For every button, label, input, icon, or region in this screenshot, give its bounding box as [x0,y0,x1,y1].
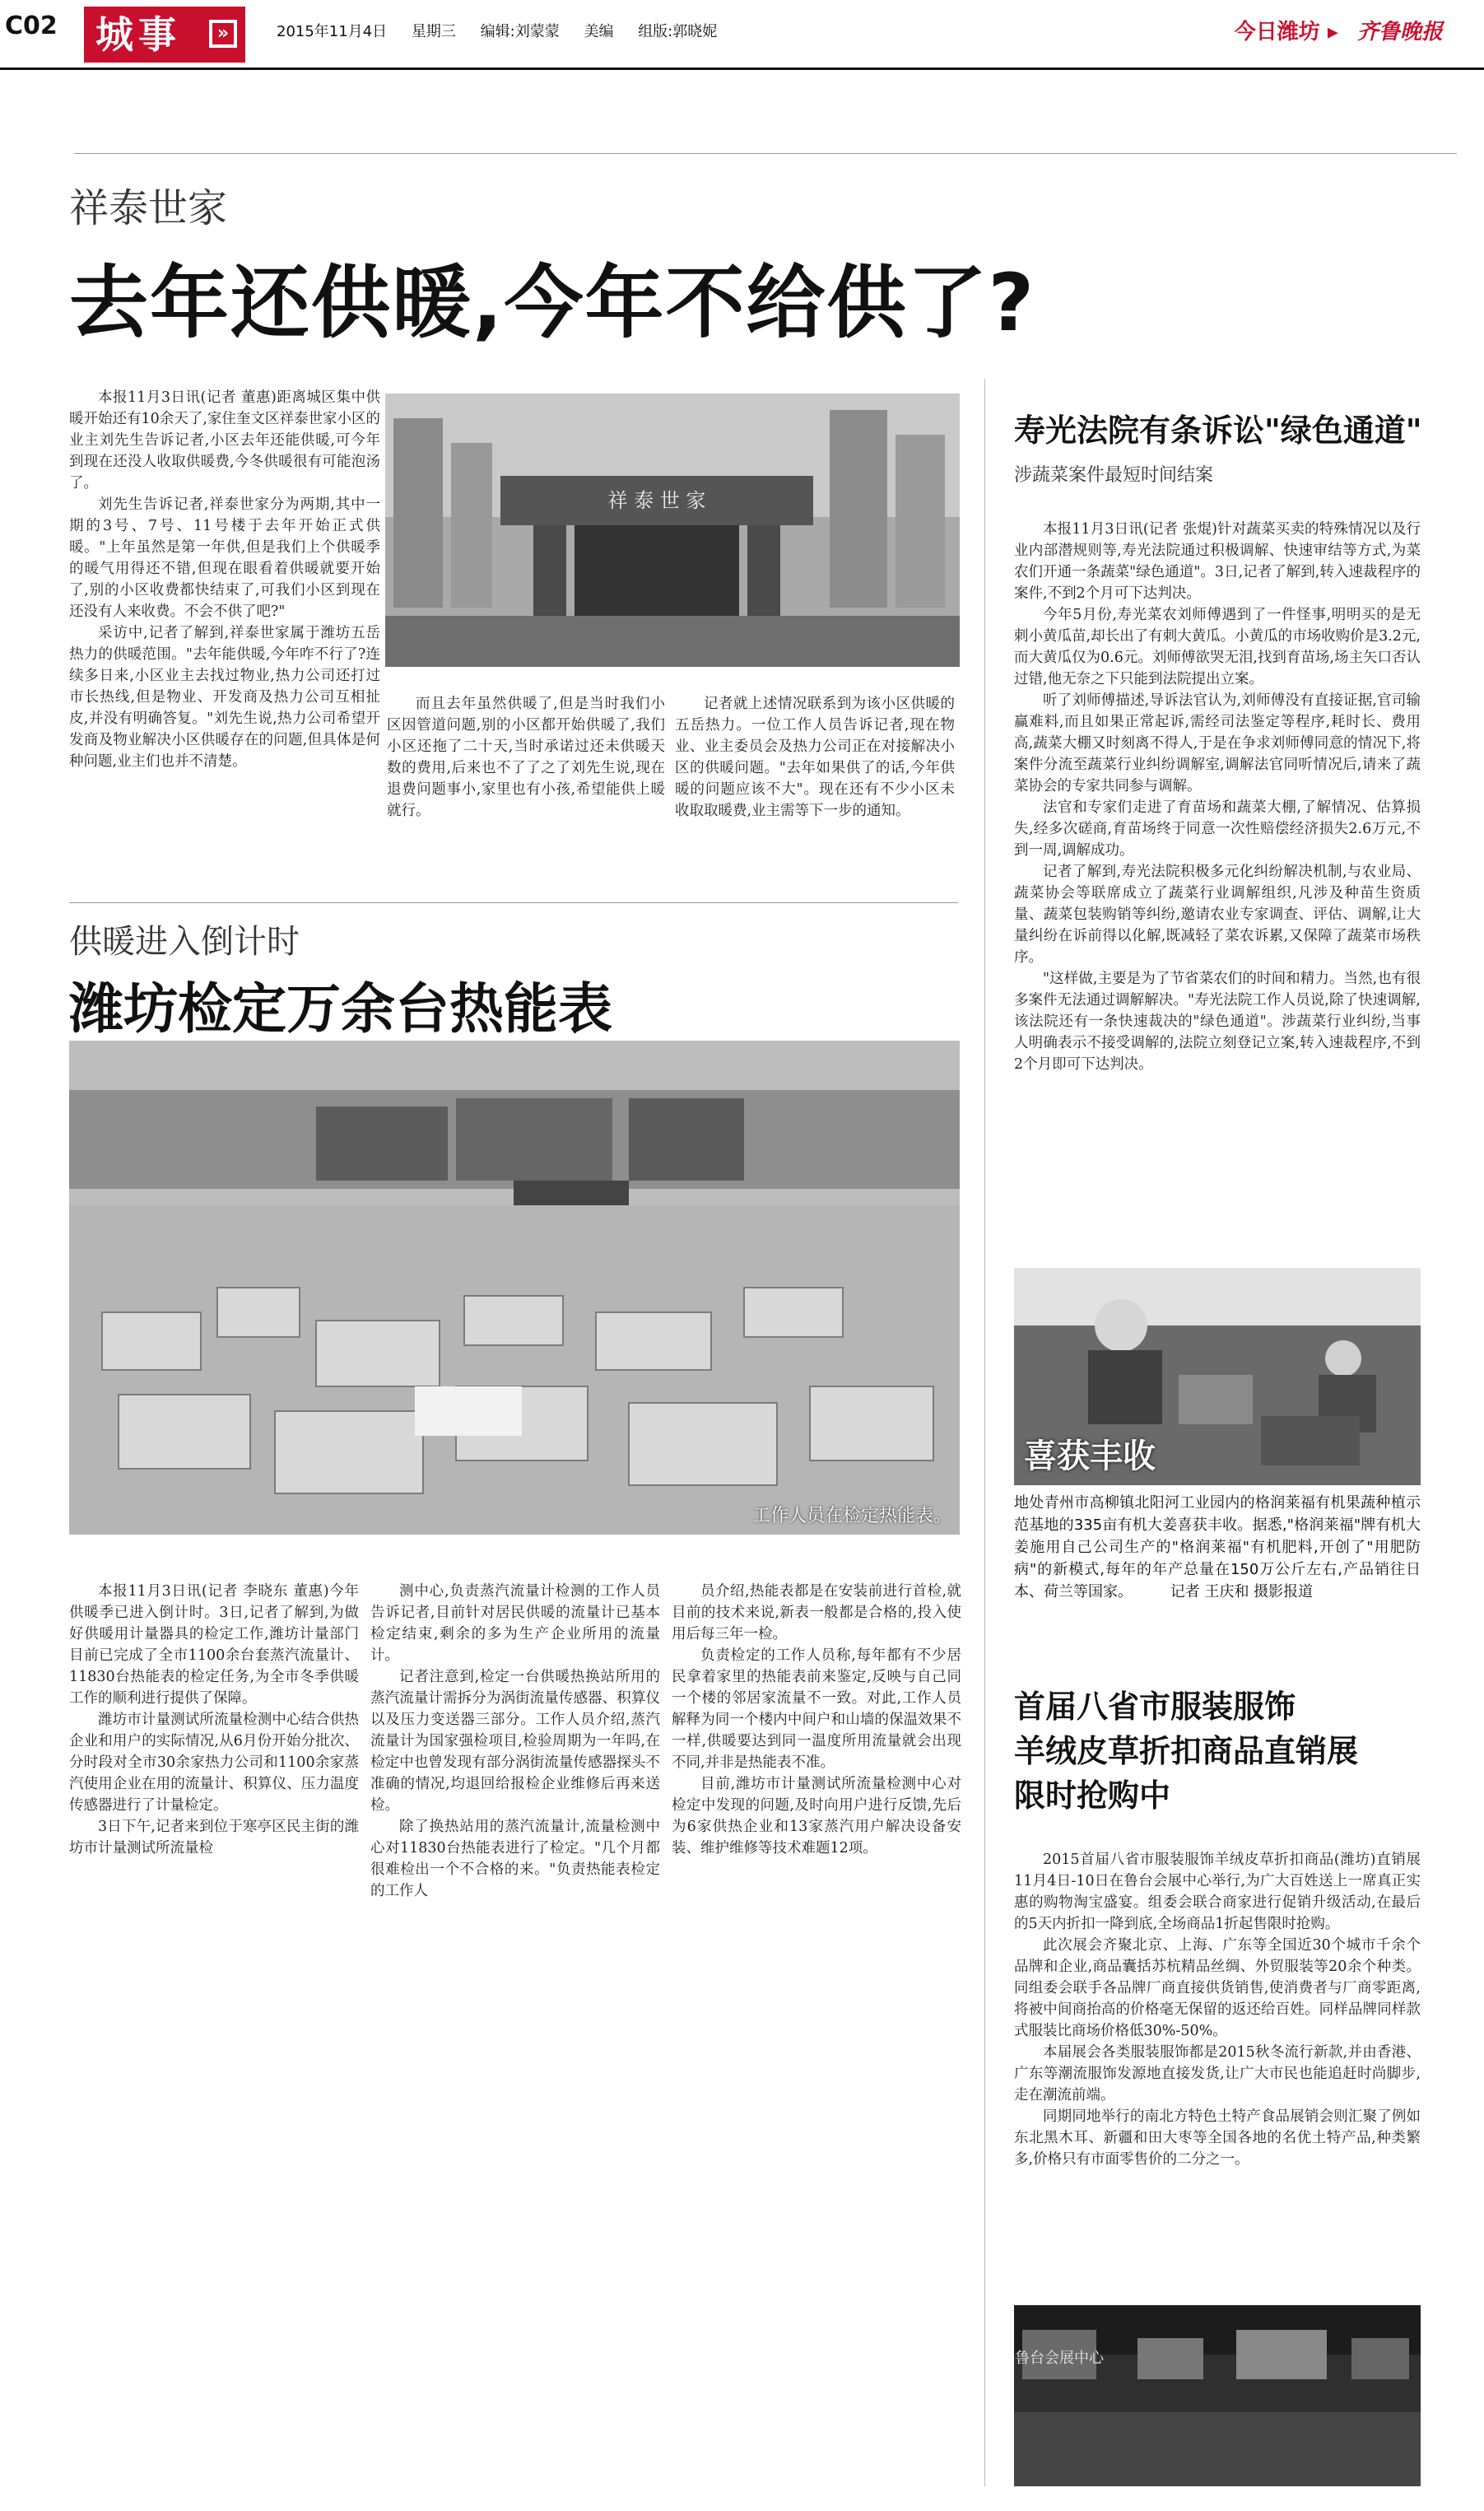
issue-info [277,20,737,41]
paragraph: 法官和专家们走进了育苗场和蔬菜大棚,了解情况、估算损失,经多次磋商,育苗场终于同意一次性赔偿经济损失2.6万元,不到一周,调解成功。 [1014,799,1421,859]
story2-column-3 [672,1581,961,1859]
paragraph: "这样做,主要是为了节省菜农们的时间和精力。当然,也有很多案件无法通过调解解决。"寿光法院工作人员说,除了快速调解,该法院还有一条快速裁决的"绿色通道"。涉蔬菜行业纠纷,当事人明确表示不接受调解的,法院立刻登记立案,转入速裁程序,不到2个月即可下达判决。 [1014,971,1421,1073]
paragraph: 同期同地举行的南北方特色土特产食品展销会则汇聚了例如东北黑木耳、新疆和田大枣等全国各地的名优土特产品,种类繁多,价格只有市面零售价的二分之一。 [1014,2108,1421,2168]
story1-column-3 [675,693,955,822]
paragraph: 刘先生告诉记者,祥泰世家分为两期,其中一期的3号、7号、11号楼于去年开始正式供暖。"上年虽然是第一年供,但是我们上个供暖季的暖气用得还不错,但现在眼看着供暖就要开始了,别的小区收费都快结束了,可我们小区到现在还没有人来收费。不会不供了吧?" [69,496,380,620]
paragraph: 本报11月3日讯(记者 张焜)针对蔬菜买卖的特殊情况以及行业内部潜规则等,寿光法院通过积极调解、快速审结等方式,为菜农们开通一条蔬菜"绿色通道"。3日,记者了解到,转入速裁程序的案件,不到2个月可下达判决。 [1014,521,1421,602]
heat-meter-photo [69,1041,960,1535]
paragraph: 员介绍,热能表都是在安装前进行首检,就目前的技术来说,新表一般都是合格的,投入使用后每三年一检。 [672,1583,961,1642]
story2-column-2 [370,1581,660,1902]
title-line: 羊绒皮草折扣商品直销展 [1014,1733,1359,1769]
gate-photo-image [385,394,960,667]
story1-column-1 [69,387,380,772]
paragraph: 目前,潍坊市计量测试所流量检测中心对检定中发现的问题,及时向用户进行反馈,先后为6家供热企业和13家蒸汽用户解决设备安装、维护维修等技术难题12项。 [672,1776,961,1856]
title-line: 首届八省市服装服饰 [1014,1689,1296,1725]
story1-kicker: 祥泰世家 [69,185,228,231]
harvest-photo [1014,1268,1421,1485]
column-divider [984,379,985,2486]
top-thin-rule [74,153,1457,154]
paragraph: 而且去年虽然供暖了,但是当时我们小区因管道问题,别的小区都开始供暖了,我们小区还拖了二十天,当时承诺过还未供暖天数的费用,后来也不了了之了刘先生说,现在退费问题事小,家里也有小孩,希望能供上暖就行。 [387,696,665,819]
expo-photo-image [1014,2305,1421,2486]
story5-body [1014,1849,1421,2170]
editor-credit: 编辑:刘蒙蒙 [480,23,560,40]
section-name: 城事 [95,12,181,57]
paragraph: 记者了解到,寿光法院积极多元化纠纷解决机制,与农业局、蔬菜协会等联席成立了蔬菜行业调解组织,凡涉及种苗生资质量、蔬菜包装购销等纠纷,邀请农业专家调查、评估、调解,让大量纠纷在诉前得以化解,既减轻了菜农诉累,又保障了蔬菜市场秩序。 [1014,864,1421,966]
paragraph: 除了换热站用的蒸汽流量计,流量检测中心对11830台热能表进行了检定。"几个月都很难检出一个不合格的来。"负责热能表检定的工作人 [370,1819,660,1899]
story2-headline: 潍坊检定万余台热能表 [69,977,612,1041]
expo-photo [1014,2305,1421,2486]
story2-column-1 [69,1581,359,1859]
chevron-icon: ▸ [1327,20,1338,44]
story3-subtitle: 涉蔬菜案件最短时间结案 [1014,465,1214,486]
paragraph: 听了刘师傅描述,导诉法官认为,刘师傅没有直接证据,官司输赢难料,而且如果正常起诉,需经司法鉴定等程序,耗时长、费用高,蔬菜大棚又时刻离不得人,于是在争求刘师傅同意的情况下,将案件分流至蔬菜行业纠纷调解室,调解法官同听情况后,请来了蔬菜协会的专家共同参与调解。 [1014,692,1421,794]
paragraph: 今年5月份,寿光菜农刘师傅遇到了一件怪事,明明买的是无刺小黄瓜苗,却长出了有刺大黄瓜。小黄瓜的市场收购价是3.2元,而大黄瓜仅为0.6元。刘师傅欲哭无泪,找到育苗场,场主矢口否认过错,他无奈之下只能到法院提出立案。 [1014,607,1421,687]
art-credit: 美编 [584,23,614,40]
story3-body [1014,519,1421,1075]
paragraph: 潍坊市计量测试所流量检测中心结合供热企业和用户的实际情况,从6月份开始分批次、分时段对全市30余家热力公司和1100余家蒸汽使用企业在用的流量计、积算仪、压力温度传感器进行了计量检定。 [69,1712,359,1814]
harvest-caption [1014,1492,1421,1603]
issue-date: 2015年11月4日 [277,23,388,40]
photo-title: 喜获丰收 [1024,1437,1156,1475]
story3-title: 寿光法院有条诉讼"绿色通道" [1014,412,1422,449]
paragraph: 3日下午,记者来到位于寒亭区民主街的潍坊市计量测试所流量检 [69,1819,359,1856]
paragraph: 负责检定的工作人员称,每年都有不少居民拿着家里的热能表前来鉴定,反映与自己同一个楼的邻居家流量不一致。对此,工作人员解释为同一个楼内中间户和山墙的保温效果不一样,供暖要达到同一温度所用流量就会出现不同,并非是热能表不准。 [672,1647,961,1771]
expo-sign: 鲁台会展中心 [1015,2350,1104,2367]
paragraph: 测中心,负责蒸汽流量计检测的工作人员告诉记者,目前针对居民供暖的流量计已基本检定结束,剩余的多为生产企业所用的流量计。 [370,1583,660,1664]
title-line: 限时抢购中 [1014,1777,1171,1814]
issue-weekday: 星期三 [411,23,456,40]
divider [69,902,958,903]
section-logo [84,7,245,63]
layout-credit: 组版:郭晓妮 [638,23,718,40]
paragraph: 2015首届八省市服装服饰羊绒皮草折扣商品(潍坊)直销展11月4日-10日在鲁台会展中心举行,为广大百姓送上一席真正实惠的购物淘宝盛宴。组委会联合商家进行促销升级活动,在最后的5天内折扣一降到底,全场商品1折起售限时抢购。 [1014,1852,1421,1932]
header-rule [0,68,1484,70]
story1-column-2 [387,693,665,822]
gate-photo [385,394,960,667]
story2-kicker: 供暖进入倒计时 [69,923,300,961]
paragraph: 记者注意到,检定一台供暖热换站所用的蒸汽流量计需拆分为涡街流量传感器、积算仪以及压力变送器三部分。工作人员介绍,蒸汽流量计为国家强检项目,检验周期为一年吗,在检定中也曾发现有部分涡街流量传感器探头不准确的情况,均退回给报检企业维修后再来送检。 [370,1669,660,1814]
newspaper-brand: 齐鲁晚报 [1356,20,1443,44]
paragraph: 本届展会各类服装服饰都是2015秋冬流行新款,并由香港、广东等潮流服饰发源地直接发货,让广大市民也能追赶时尚脚步,走在潮流前端。 [1014,2044,1421,2103]
masthead-right [1235,15,1443,45]
story5-title [1014,1684,1426,1818]
paragraph: 此次展会齐聚北京、上海、广东等全国近30个城市千余个品牌和企业,商品囊括苏杭精品丝绸、外贸服装等20余个种类。同组委会联手各品牌厂商直接供货销售,使消费者与厂商零距离,将被中间商抬高的价格毫无保留的返还给百姓。同样品牌同样款式服装比商场价格低30%-50%。 [1014,1937,1421,2039]
paragraph: 采访中,记者了解到,祥泰世家属于潍坊五岳热力的供暖范围。"去年能供暖,今年咋不行了?连续多日来,小区业主去找过物业,热力公司还打过市长热线,但是物业、开发商及热力公司互相扯皮,并没有明确答复。"刘先生说,热力公司希望开发商及物业解决小区供暖存在的问题,但具体是何种问题,业主们也并不清楚。 [69,625,380,770]
chevron-right-icon: » [209,20,237,48]
page-code: C02 [5,12,58,40]
story1-headline: 去年还供暖,今年不给供了? [69,257,1036,349]
paragraph: 本报11月3日讯(记者 李晓东 董惠)今年供暖季已进入倒计时。3日,记者了解到,为做好供暖用计量器具的检定工作,潍坊计量部门目前已完成了全市1100余台套蒸汽流量计、11830台热能表的检定任务,为全市冬季供暖工作的顺利进行提供了保障。 [69,1583,359,1707]
paragraph: 本报11月3日讯(记者 董惠)距离城区集中供暖开始还有10余天了,家住奎文区祥泰世家小区的业主刘先生告诉记者,小区去年还能供暖,可今年到现在还没人收取供暖费,今冬供暖很有可能泡汤了。 [69,389,380,491]
paragraph: 记者就上述情况联系到为该小区供暖的五岳热力。一位工作人员告诉记者,现在物业、业主委员会及热力公司正在对接解决小区的供暖问题。"去年如果供了的话,今年供暖的问题应该不大"。现在还有不少小区未收取取暖费,业主需等下一步的通知。 [675,696,955,819]
gate-sign: 祥 泰 世 家 [607,489,706,512]
caption-text: 地处青州市高柳镇北阳河工业园内的格润莱福有机果蔬种植示范基地的335亩有机大姜喜获丰收。据悉,"格润莱福"牌有机大姜施用自己公司生产的"格润莱福"有机肥料,开创了"用肥防病"的新模式,每年的年产总量在150万公斤左右,产品销往日本、荷兰等国家。 [1014,1494,1421,1600]
heat-meter-photo-image [69,1041,960,1535]
photo-caption: 工作人员在检定热能表。 [751,1506,951,1526]
section-right-label: 今日潍坊 [1234,20,1320,44]
photo-byline: 记者 王庆和 摄影报道 [1170,1583,1314,1600]
